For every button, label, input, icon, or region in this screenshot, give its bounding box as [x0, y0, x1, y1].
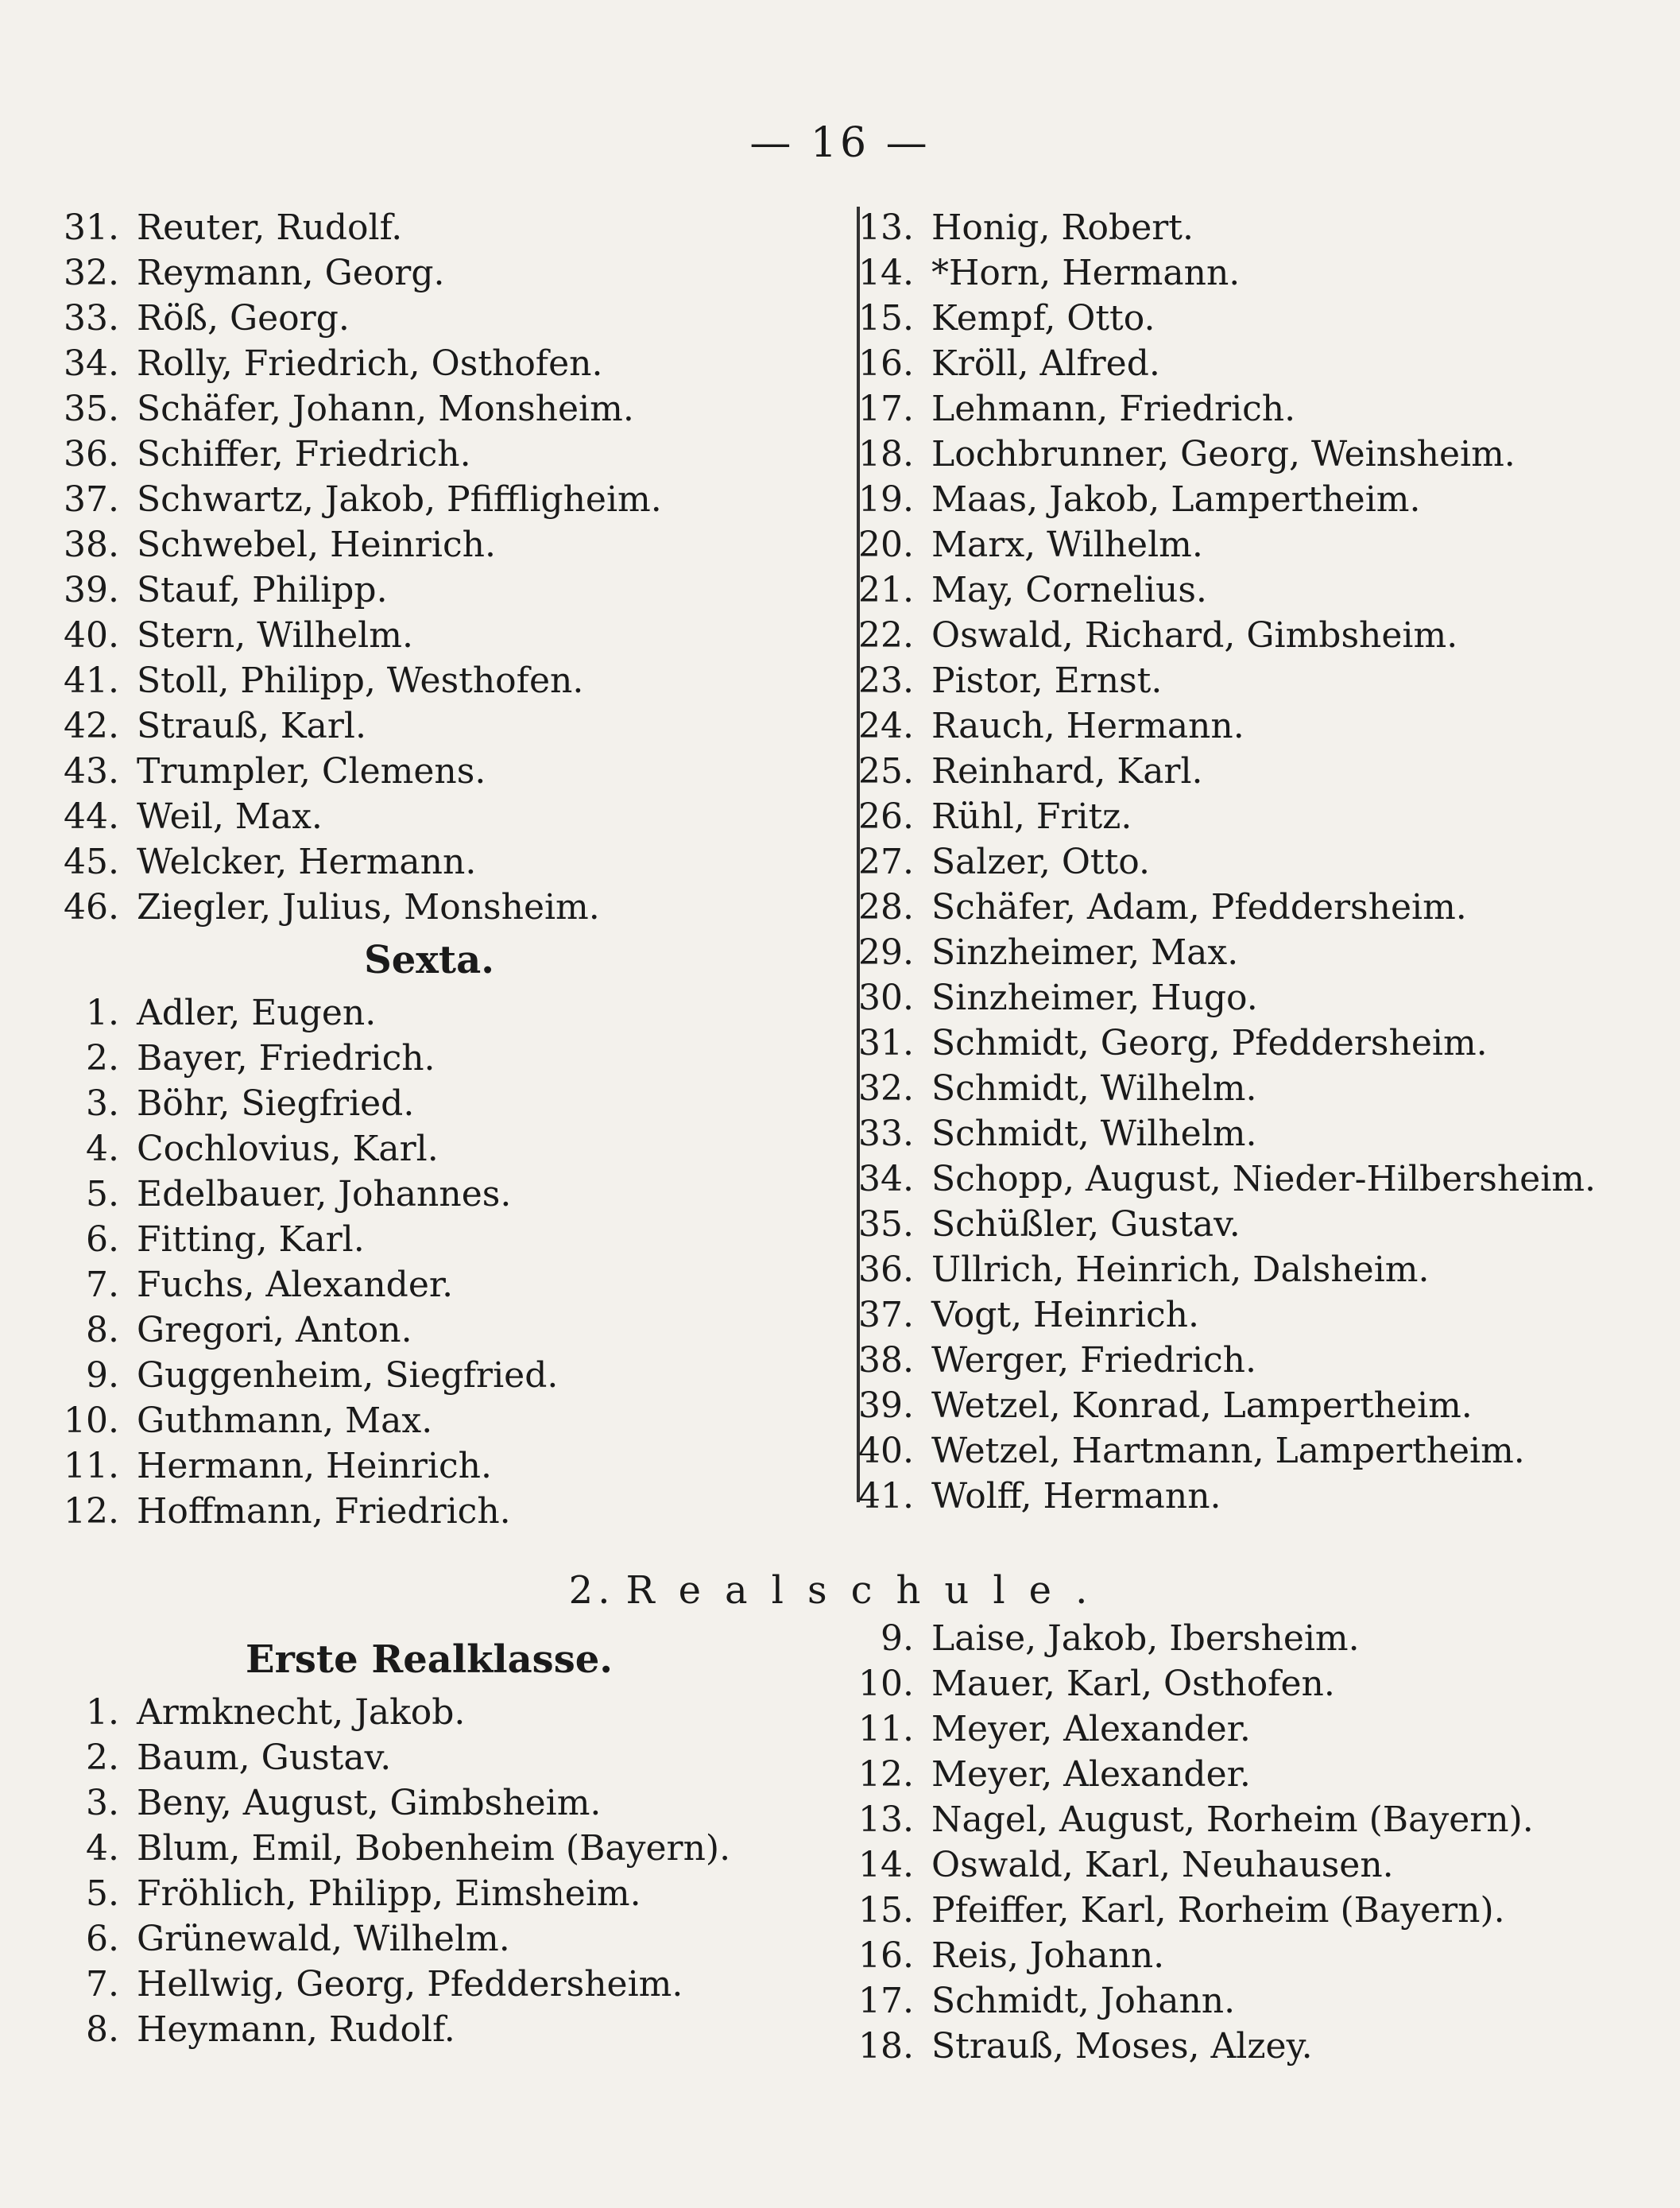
entry-name: Guthmann, Max.: [137, 1400, 433, 1441]
entry-name: Kempf, Otto.: [931, 298, 1155, 339]
erste-realklasse-heading: Erste Realklasse.: [246, 1637, 613, 1682]
entry-name: Stern, Wilhelm.: [137, 615, 413, 656]
entry-number: 32.: [858, 1068, 914, 1109]
entry-name: Reuter, Rudolf.: [137, 207, 403, 248]
entry-number: 33.: [64, 298, 119, 339]
entry-number: 39.: [858, 1385, 914, 1426]
list-item: [826, 1752, 1669, 1797]
entry-number: 6.: [86, 1919, 119, 1959]
entry-number: 38.: [64, 525, 119, 565]
entry-number: 31.: [64, 207, 119, 248]
list-item: [32, 990, 826, 1036]
list-item: [826, 1706, 1669, 1752]
list-item: [826, 1247, 1669, 1292]
entry-number: 35.: [858, 1204, 914, 1245]
list-item: [826, 1978, 1669, 2024]
list-item: [826, 703, 1669, 749]
entry-name: Edelbauer, Johannes.: [137, 1174, 512, 1214]
entry-number: 39.: [64, 570, 119, 610]
entry-number: 18.: [858, 2026, 914, 2067]
entry-name: Heymann, Rudolf.: [137, 2009, 455, 2050]
entry-name: Marx, Wilhelm.: [931, 525, 1203, 565]
entry-name: Röß, Georg.: [137, 298, 350, 339]
entry-name: Beny, August, Gimbsheim.: [137, 1783, 602, 1823]
list-item: [32, 1398, 826, 1443]
entry-name: Vogt, Heinrich.: [931, 1295, 1199, 1335]
entry-name: May, Cornelius.: [931, 570, 1207, 610]
list-item: [32, 1826, 826, 1871]
entry-number: 37.: [858, 1295, 914, 1335]
entry-number: 22.: [858, 615, 914, 656]
entry-name: Schwartz, Jakob, Pfiffligheim.: [137, 479, 662, 520]
entry-name: Reis, Johann.: [931, 1935, 1165, 1976]
entry-number: 16.: [858, 343, 914, 384]
entry-name: Strauß, Karl.: [137, 706, 366, 746]
entry-number: 13.: [858, 207, 914, 248]
entry-name: Hoffmann, Friedrich.: [137, 1491, 511, 1532]
entry-number: 34.: [64, 343, 119, 384]
entry-number: 33.: [858, 1114, 914, 1154]
entry-number: 17.: [858, 1981, 914, 2021]
entry-name: Lochbrunner, Georg, Weinsheim.: [931, 434, 1515, 475]
entry-name: Oswald, Richard, Gimbsheim.: [931, 615, 1458, 656]
entry-number: 12.: [64, 1491, 119, 1532]
entry-number: 35.: [64, 389, 119, 429]
left-column-list: [32, 205, 826, 1534]
list-item: [32, 839, 826, 885]
list-item: [826, 1842, 1669, 1888]
entry-number: 46.: [64, 887, 119, 928]
list-item: [826, 205, 1669, 250]
entry-name: Schmidt, Wilhelm.: [931, 1114, 1257, 1154]
entry-number: 32.: [64, 253, 119, 293]
list-item: [826, 1474, 1669, 1519]
entry-name: Schäfer, Adam, Pfeddersheim.: [931, 887, 1467, 928]
list-item: [32, 1962, 826, 2007]
entry-number: 14.: [858, 1845, 914, 1885]
entry-name: Laise, Jakob, Ibersheim.: [931, 1618, 1360, 1659]
list-item: [32, 1489, 826, 1534]
entry-number: 24.: [858, 706, 914, 746]
entry-number: 30.: [858, 978, 914, 1018]
entry-number: 9.: [881, 1618, 914, 1659]
list-item: [32, 749, 826, 794]
entry-number: 3.: [86, 1083, 119, 1124]
entry-number: 14.: [858, 253, 914, 293]
list-item: [826, 930, 1669, 975]
erste-realklasse-continued-list: [826, 1616, 1669, 2069]
entry-number: 40.: [858, 1431, 914, 1471]
entry-name: Maas, Jakob, Lampertheim.: [931, 479, 1421, 520]
erste-realklasse-list: [32, 1629, 826, 2052]
list-item: [826, 567, 1669, 613]
list-item: [826, 386, 1669, 432]
entry-name: Armknecht, Jakob.: [137, 1692, 466, 1733]
entry-number: 8.: [86, 2009, 119, 2050]
list-item: [32, 1353, 826, 1398]
entry-name: Welcker, Hermann.: [137, 842, 477, 882]
entry-number: 44.: [64, 796, 119, 837]
list-item: [826, 1156, 1669, 1202]
list-item: [826, 1616, 1669, 1661]
entry-number: 11.: [858, 1709, 914, 1749]
entry-number: 17.: [858, 389, 914, 429]
list-item: [826, 749, 1669, 794]
entry-number: 31.: [858, 1023, 914, 1063]
list-item: [32, 477, 826, 522]
entry-number: 4.: [86, 1828, 119, 1869]
entry-number: 15.: [858, 1890, 914, 1931]
entry-number: 12.: [858, 1754, 914, 1795]
entry-number: 43.: [64, 751, 119, 792]
entry-name: Trumpler, Clemens.: [137, 751, 486, 792]
entry-number: 23.: [858, 660, 914, 701]
list-item: [826, 1111, 1669, 1156]
list-item: [826, 1888, 1669, 1933]
list-item: [32, 613, 826, 658]
entry-number: 18.: [858, 434, 914, 475]
entry-number: 8.: [86, 1310, 119, 1350]
list-item: [826, 1338, 1669, 1383]
entry-number: 38.: [858, 1340, 914, 1381]
entry-name: Ziegler, Julius, Monsheim.: [137, 887, 600, 928]
entry-name: Wolff, Hermann.: [931, 1476, 1221, 1517]
entry-name: Salzer, Otto.: [931, 842, 1150, 882]
entry-name: Schmidt, Wilhelm.: [931, 1068, 1257, 1109]
entry-number: 27.: [858, 842, 914, 882]
list-item: [32, 432, 826, 477]
entry-number: 2.: [86, 1737, 119, 1778]
entry-number: 37.: [64, 479, 119, 520]
entry-number: 4.: [86, 1129, 119, 1169]
entry-number: 42.: [64, 706, 119, 746]
entry-number: 16.: [858, 1935, 914, 1976]
entry-name: Reinhard, Karl.: [931, 751, 1203, 792]
list-item: [826, 1428, 1669, 1474]
entry-name: Meyer, Alexander.: [931, 1754, 1251, 1795]
entry-number: 13.: [858, 1799, 914, 1840]
entry-name: Schwebel, Heinrich.: [137, 525, 496, 565]
entry-name: *Horn, Hermann.: [931, 253, 1241, 293]
entry-name: Hermann, Heinrich.: [137, 1446, 492, 1486]
entry-name: Nagel, August, Rorheim (Bayern).: [931, 1799, 1534, 1840]
list-item: [826, 477, 1669, 522]
entry-name: Weil, Max.: [137, 796, 323, 837]
entry-number: 1.: [86, 1692, 119, 1733]
entry-name: Reymann, Georg.: [137, 253, 445, 293]
list-item: [826, 2024, 1669, 2069]
list-item: [32, 885, 826, 930]
entry-name: Wetzel, Hartmann, Lampertheim.: [931, 1431, 1525, 1471]
list-item: [826, 1797, 1669, 1842]
entry-number: 10.: [858, 1664, 914, 1704]
list-item: [32, 250, 826, 296]
entry-name: Cochlovius, Karl.: [137, 1129, 439, 1169]
entry-name: Strauß, Moses, Alzey.: [931, 2026, 1313, 2067]
entry-number: 19.: [858, 479, 914, 520]
sexta-heading: Sexta.: [364, 938, 494, 982]
list-item: [826, 975, 1669, 1021]
list-item: [32, 1217, 826, 1262]
page-number: — 16 —: [749, 119, 931, 167]
entry-name: Hellwig, Georg, Pfeddersheim.: [137, 1964, 683, 2005]
entry-number: 36.: [64, 434, 119, 475]
list-item: [826, 1383, 1669, 1428]
list-item: [32, 1780, 826, 1826]
list-item: [826, 341, 1669, 386]
entry-name: Guggenheim, Siegfried.: [137, 1355, 559, 1396]
entry-name: Wetzel, Konrad, Lampertheim.: [931, 1385, 1473, 1426]
entry-name: Schäfer, Johann, Monsheim.: [137, 389, 634, 429]
entry-name: Rauch, Hermann.: [931, 706, 1245, 746]
list-item: [32, 1690, 826, 1735]
list-item: [826, 1202, 1669, 1247]
entry-number: 15.: [858, 298, 914, 339]
list-item: [826, 1292, 1669, 1338]
entry-name: Grünewald, Wilhelm.: [137, 1919, 510, 1959]
list-item: [32, 1735, 826, 1780]
entry-number: 34.: [858, 1159, 914, 1199]
entry-number: 40.: [64, 615, 119, 656]
entry-name: Bayer, Friedrich.: [137, 1038, 435, 1079]
entry-number: 3.: [86, 1783, 119, 1823]
entry-name: Fröhlich, Philipp, Eimsheim.: [137, 1873, 641, 1914]
entry-name: Sinzheimer, Hugo.: [931, 978, 1258, 1018]
entry-number: 11.: [64, 1446, 119, 1486]
list-item: [32, 1916, 826, 1962]
entry-name: Schmidt, Georg, Pfeddersheim.: [931, 1023, 1488, 1063]
entry-name: Stoll, Philipp, Westhofen.: [137, 660, 584, 701]
list-item: [32, 1307, 826, 1353]
entry-name: Blum, Emil, Bobenheim (Bayern).: [137, 1828, 731, 1869]
list-item: [32, 1126, 826, 1172]
list-item: [32, 1172, 826, 1217]
entry-name: Werger, Friedrich.: [931, 1340, 1256, 1381]
list-item: [826, 1021, 1669, 1066]
entry-number: 45.: [64, 842, 119, 882]
entry-number: 5.: [86, 1873, 119, 1914]
entry-number: 25.: [858, 751, 914, 792]
list-item: [32, 1262, 826, 1307]
right-column-list: [826, 205, 1669, 1519]
entry-number: 36.: [858, 1249, 914, 1290]
entry-name: Schüßler, Gustav.: [931, 1204, 1241, 1245]
list-item: [826, 794, 1669, 839]
entry-number: 9.: [86, 1355, 119, 1396]
entry-name: Pfeiffer, Karl, Rorheim (Bayern).: [931, 1890, 1505, 1931]
entry-name: Baum, Gustav.: [137, 1737, 392, 1778]
list-item: [32, 522, 826, 567]
list-item: [32, 658, 826, 703]
entry-number: 1.: [86, 993, 119, 1033]
realschule-heading-number: 2.: [568, 1568, 615, 1613]
entry-number: 41.: [64, 660, 119, 701]
entry-name: Schopp, August, Nieder-Hilbersheim.: [931, 1159, 1596, 1199]
entry-name: Lehmann, Friedrich.: [931, 389, 1296, 429]
list-item: [32, 1443, 826, 1489]
entry-name: Schiffer, Friedrich.: [137, 434, 471, 475]
entry-number: 26.: [858, 796, 914, 837]
list-item: [826, 839, 1669, 885]
list-item: [32, 703, 826, 749]
entry-number: 7.: [86, 1265, 119, 1305]
entry-name: Fitting, Karl.: [137, 1219, 365, 1260]
list-item: [826, 522, 1669, 567]
entry-name: Adler, Eugen.: [137, 993, 377, 1033]
list-item: [32, 386, 826, 432]
entry-name: Rühl, Fritz.: [931, 796, 1132, 837]
entry-number: 5.: [86, 1174, 119, 1214]
realschule-heading: [0, 1563, 1680, 1618]
entry-name: Fuchs, Alexander.: [137, 1265, 454, 1305]
list-item: [32, 1081, 826, 1126]
entry-name: Schmidt, Johann.: [931, 1981, 1236, 2021]
list-item: [826, 658, 1669, 703]
list-item: [32, 296, 826, 341]
list-item: [32, 341, 826, 386]
entry-number: 29.: [858, 932, 914, 973]
entry-number: 10.: [64, 1400, 119, 1441]
list-item: [826, 885, 1669, 930]
list-item: [32, 794, 826, 839]
entry-name: Honig, Robert.: [931, 207, 1194, 248]
entry-name: Rolly, Friedrich, Osthofen.: [137, 343, 603, 384]
list-item: [826, 1066, 1669, 1111]
entry-name: Pistor, Ernst.: [931, 660, 1163, 701]
list-item: [32, 2007, 826, 2052]
entry-name: Gregori, Anton.: [137, 1310, 412, 1350]
entry-number: 6.: [86, 1219, 119, 1260]
entry-number: 2.: [86, 1038, 119, 1079]
entry-name: Sinzheimer, Max.: [931, 932, 1239, 973]
entry-name: Böhr, Siegfried.: [137, 1083, 415, 1124]
entry-number: 28.: [858, 887, 914, 928]
entry-name: Mauer, Karl, Osthofen.: [931, 1664, 1335, 1704]
list-item: [826, 1933, 1669, 1978]
entry-name: Kröll, Alfred.: [931, 343, 1160, 384]
entry-number: 41.: [858, 1476, 914, 1517]
realschule-heading-title: Realschule.: [625, 1568, 1112, 1613]
entry-number: 20.: [858, 525, 914, 565]
list-item: [826, 296, 1669, 341]
entry-name: Meyer, Alexander.: [931, 1709, 1251, 1749]
entry-name: Stauf, Philipp.: [137, 570, 388, 610]
list-item: [826, 613, 1669, 658]
list-item: [32, 567, 826, 613]
entry-number: 21.: [858, 570, 914, 610]
list-item: [32, 205, 826, 250]
entry-name: Ullrich, Heinrich, Dalsheim.: [931, 1249, 1430, 1290]
list-item: [826, 432, 1669, 477]
entry-number: 7.: [86, 1964, 119, 2005]
entry-name: Oswald, Karl, Neuhausen.: [931, 1845, 1394, 1885]
list-item: [32, 1871, 826, 1916]
list-item: [826, 1661, 1669, 1706]
list-item: [32, 1036, 826, 1081]
list-item: [826, 250, 1669, 296]
